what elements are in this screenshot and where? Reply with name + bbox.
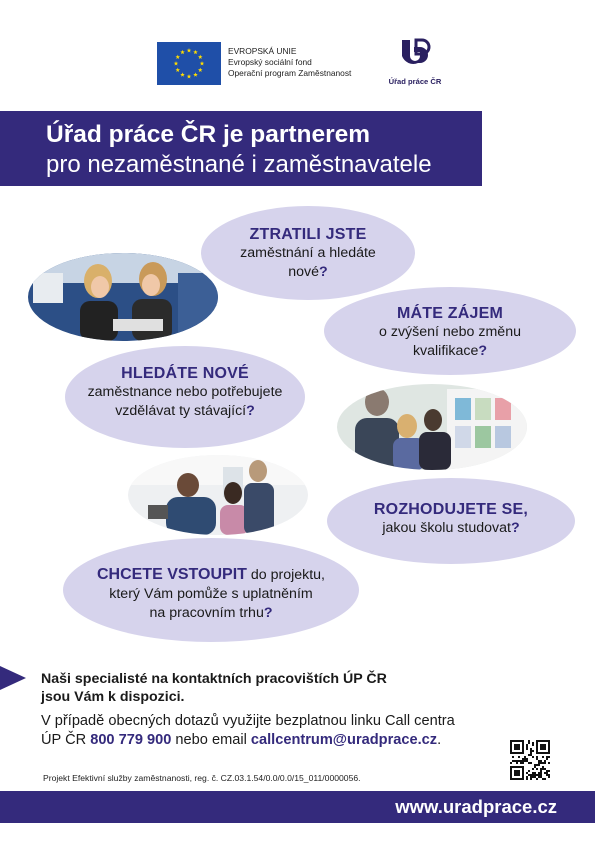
bubble-mate-q: ? bbox=[478, 343, 488, 359]
bubble-chcete-line2: který Vám pomůže s uplatněním bbox=[109, 586, 313, 602]
specialists-text bbox=[41, 670, 387, 706]
specialists-line2: jsou Vám k dispozici. bbox=[41, 689, 185, 705]
eu-line-2: Evropský sociální fond bbox=[228, 57, 312, 67]
bubble-rozhodujete-heading: ROZHODUJETE SE, bbox=[373, 501, 529, 518]
eu-line-1: EVROPSKÁ UNIE bbox=[228, 46, 297, 56]
call-end: . bbox=[437, 732, 442, 748]
bubble-rozhodujete-se bbox=[327, 478, 575, 564]
banner-title-line2: pro nezaměstnané i zaměstnavatele bbox=[46, 151, 432, 178]
specialists-line1: Naši specialisté na kontaktních pracovištích ÚP ČR bbox=[41, 671, 387, 687]
qr-code[interactable] bbox=[510, 740, 550, 780]
up-name: Úřad práce ČR bbox=[388, 77, 442, 86]
up-logo bbox=[380, 38, 450, 86]
bubble-ztratili-heading: ZTRATILI JSTE bbox=[249, 226, 367, 243]
eu-flag-logo bbox=[157, 42, 221, 85]
bubble-mate-heading: MÁTE ZÁJEM bbox=[397, 305, 503, 322]
bubble-chcete-q: ? bbox=[263, 605, 273, 621]
eu-stars-icon bbox=[157, 42, 221, 85]
bubble-chcete-line1: do projektu, bbox=[246, 567, 326, 583]
bubble-mate-line1: o zvýšení nebo změnu bbox=[379, 324, 521, 340]
call-centre-text bbox=[41, 712, 455, 750]
bubble-chcete-heading: CHCETE VSTOUPIT bbox=[96, 566, 247, 583]
up-logo-icon bbox=[398, 38, 432, 70]
photo-women-laptop bbox=[28, 253, 218, 341]
project-registration: Projekt Efektivní služby zaměstnanosti, reg. č. CZ.03.1.54/0.0/0.0/15_011/0000056. bbox=[43, 773, 361, 783]
bubble-mate-zajem bbox=[324, 287, 576, 375]
bubble-chcete-vstoupit bbox=[63, 538, 359, 642]
call-prefix: ÚP ČR bbox=[41, 732, 91, 748]
call-mid: nebo email bbox=[171, 732, 251, 748]
bubble-ztratili-jste bbox=[201, 206, 415, 300]
bubble-hledate-line1: zaměstnance nebo potřebujete bbox=[87, 384, 283, 400]
bubble-rozhodujete-line1: jakou školu studovat bbox=[382, 520, 511, 536]
bubble-chcete-line3: na pracovním trhu bbox=[149, 605, 264, 621]
bubble-hledate-nove bbox=[65, 346, 305, 448]
email-link[interactable]: callcentrum@uradprace.cz bbox=[250, 732, 438, 748]
title-banner bbox=[0, 111, 482, 186]
bubble-rozhodujete-q: ? bbox=[510, 520, 520, 536]
bubble-ztratili-line2: nové bbox=[288, 264, 320, 280]
footer-url-link[interactable]: www.uradprace.cz bbox=[395, 796, 557, 817]
bubble-hledate-line2: vzdělávat ty stávající bbox=[115, 403, 247, 419]
eu-line-3: Operační program Zaměstnanost bbox=[228, 68, 352, 78]
bubble-ztratili-line1: zaměstnání a hledáte bbox=[240, 245, 376, 261]
eu-text-block bbox=[228, 46, 351, 79]
bubble-ztratili-q: ? bbox=[319, 264, 328, 280]
footer-bar bbox=[0, 791, 595, 823]
phone-number[interactable]: 800 779 900 bbox=[90, 732, 172, 748]
bubble-mate-line2: kvalifikace bbox=[412, 343, 479, 359]
photo-meeting bbox=[128, 455, 308, 535]
banner-title-line1: Úřad práce ČR je partnerem bbox=[46, 121, 371, 148]
bubble-hledate-heading: HLEDÁTE NOVÉ bbox=[121, 365, 249, 382]
photo-job-board bbox=[337, 384, 527, 470]
bubble-hledate-q: ? bbox=[246, 403, 255, 419]
call-line1: V případě obecných dotazů využijte bezplatnou linku Call centra bbox=[41, 713, 455, 729]
arrow-marker-icon bbox=[0, 666, 26, 690]
